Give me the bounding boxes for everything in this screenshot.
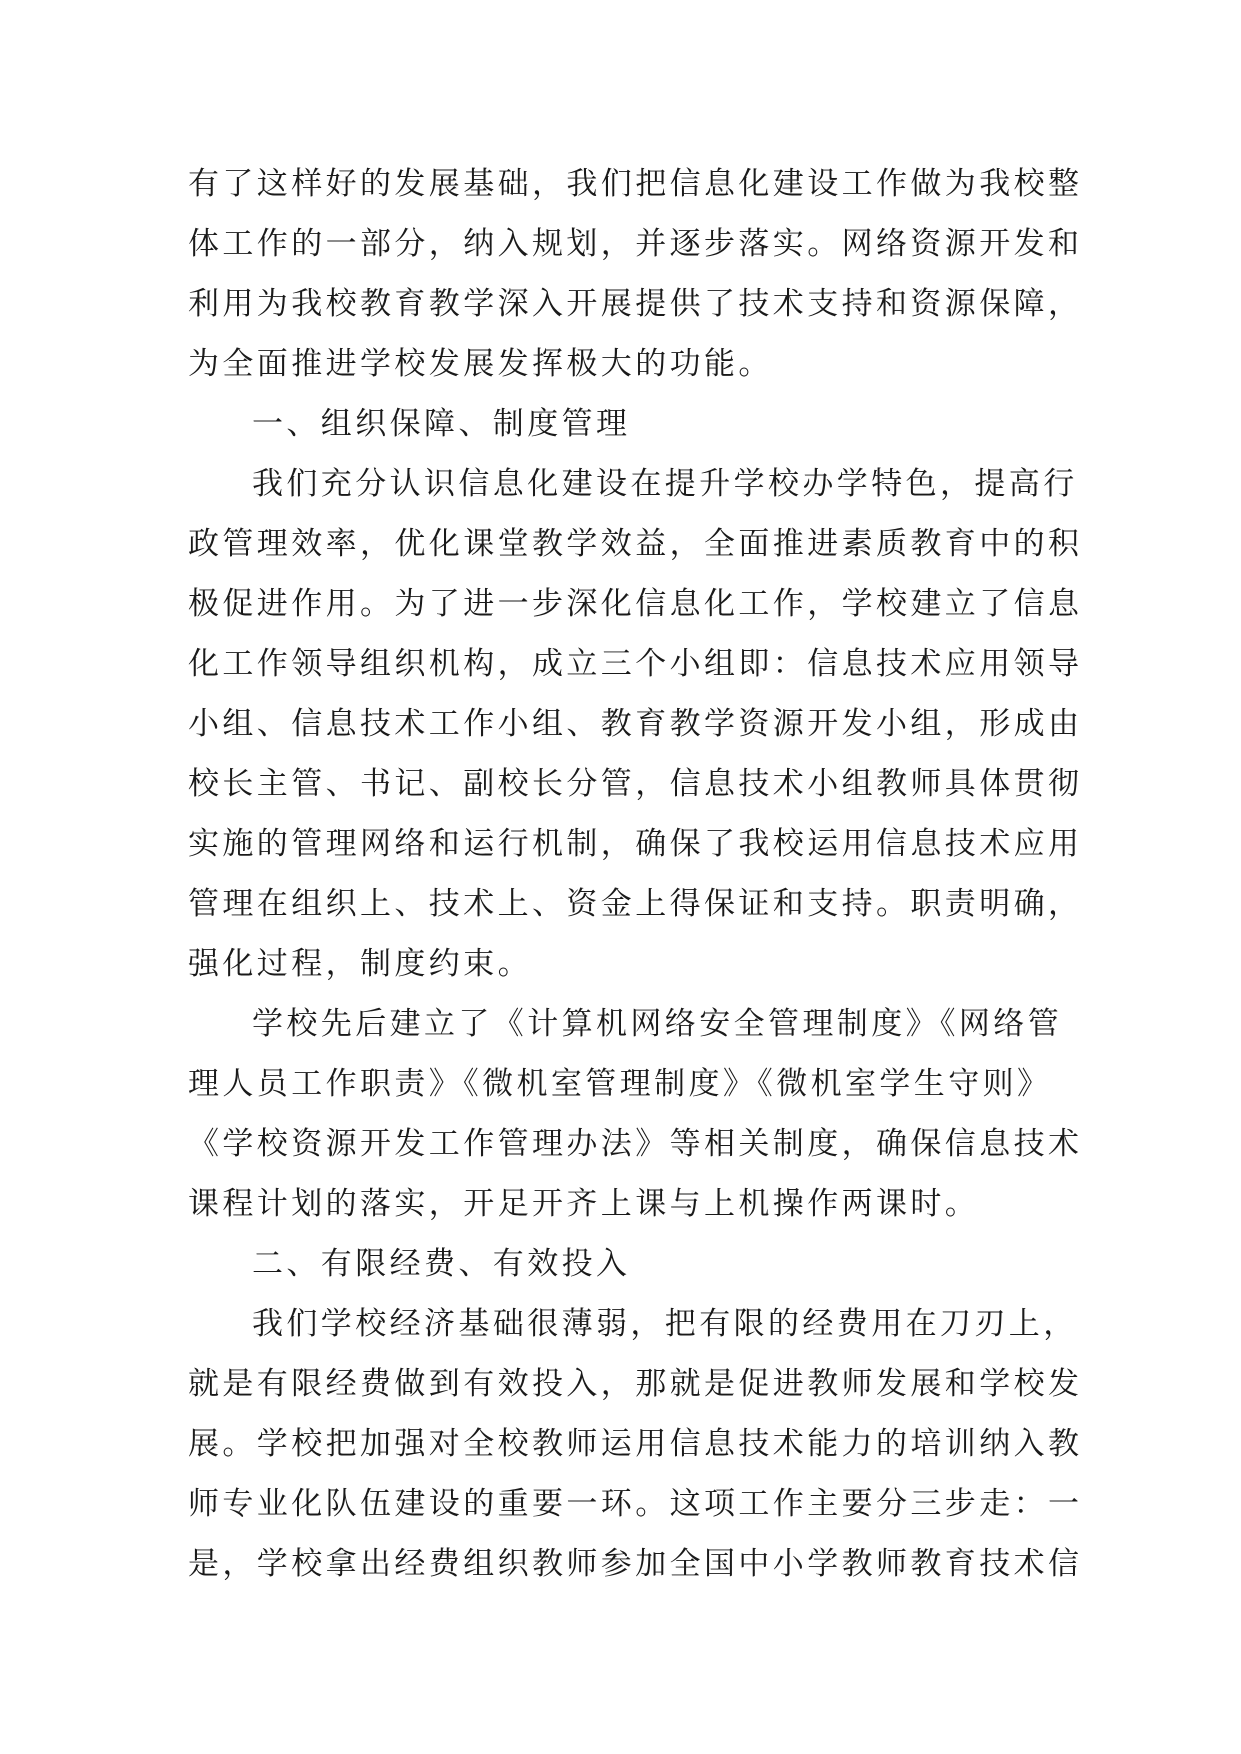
text-line: 就是有限经费做到有效投入，那就是促进教师发展和学校发 (188, 1366, 1083, 1402)
text-line: 强化过程，制度约束。 (188, 946, 532, 982)
text-line: 化工作领导组织机构，成立三个小组即：信息技术应用领导 (188, 646, 1083, 682)
section-heading-1: 一、组织保障、制度管理 (252, 406, 631, 442)
text-line: 课程计划的落实，开足开齐上课与上机操作两课时。 (188, 1186, 980, 1222)
text-line: 展。学校把加强对全校教师运用信息技术能力的培训纳入教 (188, 1426, 1083, 1462)
text-line: 政管理效率，优化课堂教学效益，全面推进素质教育中的积 (188, 526, 1083, 562)
text-line: 理人员工作职责》《微机室管理制度》《微机室学生守则》 (188, 1066, 1052, 1102)
text-line: 体工作的一部分，纳入规划，并逐步落实。网络资源开发和 (188, 226, 1083, 262)
text-line: 实施的管理网络和运行机制，确保了我校运用信息技术应用 (188, 826, 1083, 862)
text-line: 学校先后建立了《计算机网络安全管理制度》《网络管 (252, 1006, 1063, 1042)
section-heading-2: 二、有限经费、有效投入 (252, 1246, 631, 1282)
text-line: 我们充分认识信息化建设在提升学校办学特色，提高行 (252, 466, 1078, 502)
text-line: 为全面推进学校发展发挥极大的功能。 (188, 346, 773, 382)
text-line: 我们学校经济基础很薄弱，把有限的经费用在刀刃上， (252, 1306, 1078, 1342)
text-line: 师专业化队伍建设的重要一环。这项工作主要分三步走：一 (188, 1486, 1083, 1522)
text-line: 极促进作用。为了进一步深化信息化工作，学校建立了信息 (188, 586, 1083, 622)
text-line: 小组、信息技术工作小组、教育教学资源开发小组，形成由 (188, 706, 1083, 742)
text-line: 管理在组织上、技术上、资金上得保证和支持。职责明确， (188, 886, 1083, 922)
text-line: 有了这样好的发展基础，我们把信息化建设工作做为我校整 (188, 166, 1083, 202)
text-line: 《学校资源开发工作管理办法》等相关制度，确保信息技术 (188, 1126, 1083, 1162)
text-line: 利用为我校教育教学深入开展提供了技术支持和资源保障， (188, 286, 1083, 322)
text-line: 是，学校拿出经费组织教师参加全国中小学教师教育技术信 (188, 1546, 1083, 1582)
text-line: 校长主管、书记、副校长分管，信息技术小组教师具体贯彻 (188, 766, 1083, 802)
